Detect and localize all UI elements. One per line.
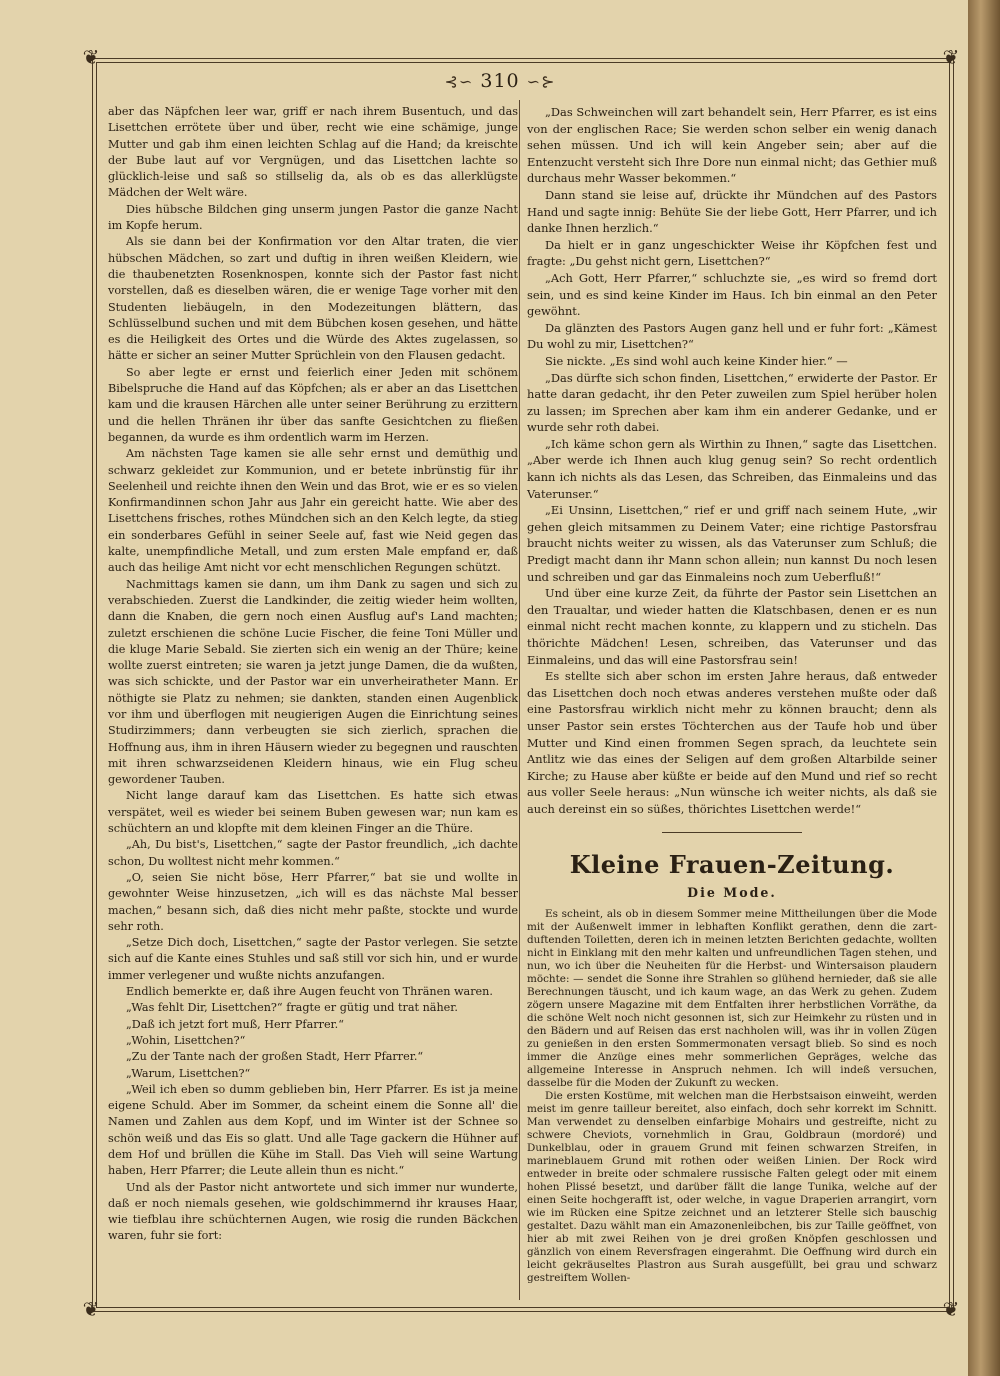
page-number: 310	[480, 70, 520, 92]
flourish-right-icon: ∽⊱	[526, 72, 556, 91]
left-column	[108, 104, 518, 1245]
paragraph: Dies hübsche Bildchen ging unserm jungen Pastor die ganze Nacht im Kopfe herum.	[108, 202, 518, 233]
paragraph: Und als der Pastor nicht antwortete und sich immer nur wunderte, daß er noch niemals gesehen, wie goldschimmernd ihr krauses Haar, wie tiefblau ihre schüchternen Augen, wie rosig die runden Bäckchen waren, fuhr sie fort:	[108, 1180, 518, 1243]
mode-article	[527, 908, 937, 1285]
paragraph: Da glänzten des Pastors Augen ganz hell und er fuhr fort: „Kämest Du wohl zu mir, Lisettchen?“	[527, 320, 937, 352]
paragraph: „Weil ich eben so dumm geblieben bin, Herr Pfarrer. Es ist ja meine eigene Schuld. Aber im Sommer, da scheint einem die Sonne all' die Namen und Zahlen aus dem Kopf, und im Winter ist der Schnee so schön weiß und das Eis so glatt. Und alle Tage gackern die Hühner auf dem Hof und brüllen die Kühe im Stall. Das Vieh will seine Wartung haben, Herr Pfarrer; die Leute allein thun es nicht.“	[108, 1082, 518, 1178]
paragraph: „Ah, Du bist's, Lisettchen,“ sagte der Pastor freundlich, „ich dachte schon, Du wolltest nicht mehr kommen.“	[108, 838, 518, 868]
paragraph: Sie nickte. „Es sind wohl auch keine Kinder hier.“ —	[545, 353, 848, 368]
paragraph: „Das dürfte sich schon finden, Lisettchen,“ erwiderte der Pastor. Er hatte daran gedacht, ihr den Peter zuweilen zum Spiel herüber holen zu lassen; im Sprechen aber kam ihm ein anderer Gedanke, und er wurde sehr roth dabei.	[527, 370, 937, 435]
subsection-heading: Die Mode.	[687, 885, 777, 901]
paragraph: „Zu der Tante nach der großen Stadt, Herr Pfarrer.“	[126, 1050, 424, 1064]
corner-ornament-icon: ❦	[942, 1297, 960, 1321]
paragraph: Die ersten Kostüme, mit welchen man die Herbstsaison einweiht, werden meist im genre tailleur bereitet, also einfach, doch sehr korrekt im Schnitt. Man verwendet zu denselben einfarbige Mohairs und gestreifte, nicht zu schwere Cheviots, vornehmlich in Grau, Goldbraun (mordoré) und Dunkelblau, oder in grauem Grund mit feinen schwarzen Streifen, in marineblauem Grund mit rothen oder weißen Linien. Der Rock wird entweder in breite oder schmalere russische Falten gelegt oder mit einem hohen Plissé besetzt, und darüber fällt die lange Tunika, welche auf der einen Seite hochgerafft ist, oder welche, in vague Draperien arrangirt, vorn wie im Rücken eine Spitze zeichnet und an letzterer Stelle sich bauschig gestaltet. Dazu wählt man ein Amazonenleibchen, bis zur Taille geöffnet, von hier ab mit zwei Reihen von je drei großen Knöpfen geschlossen und gänzlich von einem Reversfragen eingerahmt. Die Oeffnung wird durch ein leicht gekräuseltes Plastron aus Surah ausgefüllt, bei grau und schwarz gestreiftem Wollen-	[527, 1089, 937, 1284]
book-spine	[968, 0, 1000, 1376]
section-heading: Kleine Frauen-Zeitung.	[569, 849, 895, 879]
paragraph: Es scheint, als ob in diesem Sommer meine Mittheilungen über die Mode mit der Außenwelt immer in lebhaften Konflikt gerathen, denn die zart-duftenden Toiletten, deren ich in meinen letzten Berichten gedachte, wollten nicht in Einklang mit den mehr kalten und unfreundlichen Tagen stehen, und nun, wo ich über die Neuheiten für die Herbst- und Wintersaison plaudern möchte: — sendet die Sonne ihre Strahlen so glühend hernieder, daß sie alle Berechnungen täuscht, und ich kaum wage, an das Werk zu gehen. Zudem zögern unsere Magazine mit dem Entfalten ihrer herbstlichen Vorräthe, da die schöne Welt noch nicht gesonnen ist, sich zur Heimkehr zu rüsten und in den Bädern und auf Reisen das erst nachholen will, was ihr in vollen Zügen zu genießen in den ersten Sommermonaten versagt blieb. So sind es noch immer die Anzüge eines mehr sommerlichen Gepräges, welche das allgemeine Interesse in Anspruch nehmen. Ich will indeß versuchen, dasselbe für die Moden der Zukunft zu wecken.	[527, 907, 937, 1089]
paragraph: Als sie dann bei der Konfirmation vor den Altar traten, die vier hübschen Mädchen, so zart und duftig in ihren weißen Kleidern, wie die thaubenetzten Rosenknospen, konnte sich der Pastor fast nicht vorstellen, daß es dieselben wären, die er wenige Tage vorher mit den Studenten liebäugeln, in den Modezeitungen blättern, das Schlüsselbund suchen und mit dem Bübchen kosen gesehen, und hätte es die Heiligkeit des Ortes und die Würde des Aktes zugelassen, so hätte er sicher an seiner Mutter Sprüchlein von den Flausen gedacht.	[108, 235, 518, 363]
paragraph: „Was fehlt Dir, Lisettchen?“ fragte er gütig und trat näher.	[126, 1001, 458, 1015]
paragraph: „Das Schweinchen will zart behandelt sein, Herr Pfarrer, es ist eins von der englischen Race; Sie werden schon selber ein wenig danach sehen müssen. Und ich will kein Angeber sein; aber auf die Entenzucht versteht sich Ihre Dore nun einmal nicht; das Gethier muß durchaus mehr Wasser bekommen.“	[527, 105, 937, 186]
paragraph: Es stellte sich aber schon im ersten Jahre heraus, daß entweder das Lisettchen doch noch etwas anderes verstehen mußte oder daß eine Pastorsfrau wirklich nicht mehr zu können braucht; denn als unser Pastor sein erstes Töchterchen aus der Taufe hob und über Mutter und Kind einen frommen Segen sprach, da leuchtete sein Antlitz wie das eines der Seligen auf dem großen Altarbilde seiner Kirche; zu Hause aber küßte er beide auf den Mund und rief so recht aus voller Seele heraus: „Nun wünsche ich weiter nichts, als daß sie auch dereinst ein so süßes, thörichtes Lisettchen werde!“	[527, 669, 937, 816]
paragraph: aber das Näpfchen leer war, griff er nach ihrem Busentuch, und das Lisettchen errötete über und über, recht wie eine schämige, junge Mutter und gab ihm einen leichten Schlag auf die Hand; da kreischte der Bube laut auf vor Vergnügen, und das Lisettchen lachte so glücklich-leise und saß so stillselig da, als ob es das allerklügste Mädchen der Welt wäre.	[108, 105, 518, 200]
paragraph: Nicht lange darauf kam das Lisettchen. Es hatte sich etwas verspätet, weil es wieder bei seinem Buben gewesen war; nun kam es schüchtern an und klopfte mit dem kleinen Finger an die Thüre.	[108, 789, 518, 836]
paragraph: Am nächsten Tage kamen sie alle sehr ernst und demüthig und schwarz gekleidet zur Kommunion, und er betete inbrünstig für ihr Seelenheil und reichte ihnen den Wein und das Brot, wie er es so vielen Konfirmandinnen schon Jahr aus Jahr ein gereicht hatte. Wie aber des Lisettchens frisches, rothes Mündchen sich an den Kelch legte, da stieg ein sonderbares Gefühl in seiner Seele auf, fast wie Neid gegen das kalte, unempfindliche Metall, und zum ersten Male empfand er, daß auch das heilige Amt nicht vor echt menschlichen Regungen schützt.	[108, 447, 518, 575]
paragraph: So aber legte er ernst und feierlich einer Jeden mit schönem Bibelspruche die Hand auf das Köpfchen; als er aber an das Lisettchen kam und die krausen Härchen alle unter seiner Berührung zu erzittern und die hellen Thränen ihr über das sanfte Gesichtchen zu fließen begannen, da wurde es ihm ordentlich warm im Herzen.	[108, 365, 518, 444]
paragraph: Dann stand sie leise auf, drückte ihr Mündchen auf des Pastors Hand und sagte innig: Behüte Sie der liebe Gott, Herr Pfarrer, und ich danke Ihnen herzlich.“	[527, 187, 937, 236]
corner-ornament-icon: ❦	[82, 1297, 100, 1321]
right-column	[527, 104, 937, 1285]
paragraph: „Setze Dich doch, Lisettchen,“ sagte der Pastor verlegen. Sie setzte sich auf die Kante eines Stuhles und saß still vor sich hin, und er wurde immer verlegener und wußte nichts anzufangen.	[108, 936, 518, 982]
paragraph: „Ei Unsinn, Lisettchen,“ rief er und griff nach seinem Hute, „wir gehen gleich mitsammen zu Deinem Vater; eine richtige Pastorsfrau braucht nichts weiter zu wissen, als das Vaterunser zum Schluß; die Predigt macht dann ihr Mann schon allein; nun kannst Du noch lesen und schreiben und gar das Einmaleins noch zum Ueberfluß!“	[527, 503, 937, 584]
paragraph: Endlich bemerkte er, daß ihre Augen feucht von Thränen waren.	[126, 985, 493, 999]
paragraph: Da hielt er in ganz ungeschickter Weise ihr Köpfchen fest und fragte: „Du gehst nicht gern, Lisettchen?“	[527, 237, 937, 269]
section-rule	[662, 832, 802, 833]
paragraph: „Ach Gott, Herr Pfarrer,“ schluchzte sie, „es wird so fremd dort sein, und es sind keine Kinder im Haus. Ich bin einmal an den Peter gewöhnt.	[527, 270, 937, 319]
paragraph: „O, seien Sie nicht böse, Herr Pfarrer,“ bat sie und wollte in gewohnter Weise hinzusetzen, „ich will es das nächste Mal besser machen,“ besann sich, daß dies nicht mehr paßte, stockte und wurde sehr roth.	[108, 870, 518, 933]
corner-ornament-icon: ❦	[82, 45, 100, 69]
page-number-header	[0, 70, 1000, 92]
paragraph: „Daß ich jetzt fort muß, Herr Pfarrer.“	[126, 1017, 344, 1031]
column-divider	[519, 100, 520, 1300]
paragraph: „Warum, Lisettchen?“	[126, 1066, 251, 1080]
paragraph: Und über eine kurze Zeit, da führte der Pastor sein Lisettchen an den Traualtar, und wieder hatten die Klatschbasen, denen er es nun einmal nicht recht machen konnte, zu klappern und zu sticheln. Das thörichte Mädchen! Lesen, schreiben, das Vaterunser und das Einmaleins, und das will eine Pastorsfrau sein!	[527, 586, 937, 667]
flourish-left-icon: ⊰∽	[444, 72, 474, 91]
paragraph: „Ich käme schon gern als Wirthin zu Ihnen,“ sagte das Lisettchen. „Aber werde ich Ihnen auch klug genug sein? So recht ordentlich kann ich nichts als das Lesen, das Schreiben, das Einmaleins und das Vaterunser.“	[527, 436, 937, 501]
corner-ornament-icon: ❦	[942, 45, 960, 69]
paragraph: „Wohin, Lisettchen?“	[126, 1033, 246, 1047]
paragraph: Nachmittags kamen sie dann, um ihm Dank zu sagen und sich zu verabschieden. Zuerst die Landkinder, die zeitig wieder heim wollten, dann die Knaben, die gern noch einen Ausflug auf's Land machten; zuletzt erschienen die schöne Lucie Fischer, die feine Toni Müller und die kluge Marie Sebald. Sie zierten sich ein wenig an der Thüre; keine wollte zuerst eintreten; sie waren ja jetzt junge Damen, die da wußten, was sich schickte, und der Pastor war ein unverheiratheter Mann. Er nöthigte sie Platz zu nehmen; sie dankten, standen einen Augenblick vor ihm und überflogen mit neugierigen Augen die Einrichtung seines Studirzimmers; dann verbeugten sie sich zierlich, sprachen die Hoffnung aus, ihm in ihren Häusern wieder zu begegnen und rauschten mit ihren schwarzseidenen Kleidern hinaus, wie ein Flug scheu gewordener Tauben.	[108, 577, 518, 787]
